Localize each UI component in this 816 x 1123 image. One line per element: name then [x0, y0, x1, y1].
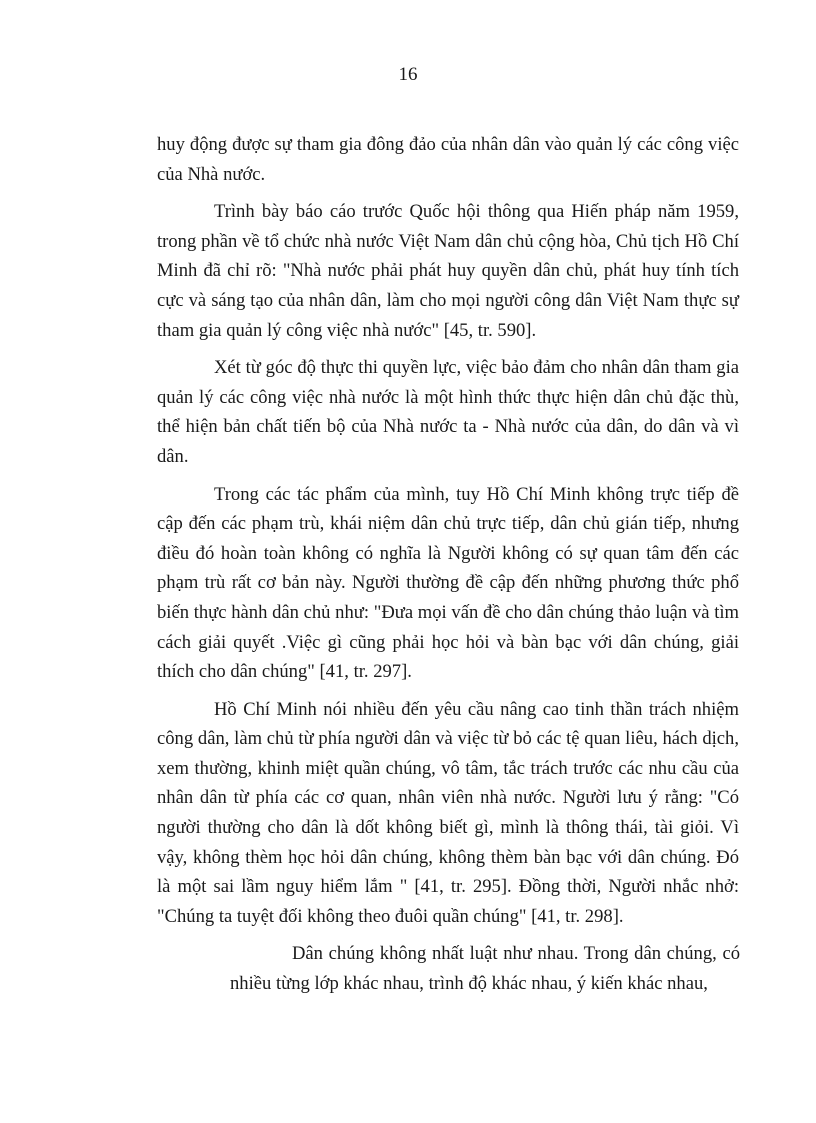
paragraph-4: Trong các tác phẩm của mình, tuy Hồ Chí Minh không trực tiếp đề cập đến các phạm trù, khái niệm dân chủ trực tiếp, dân chủ gián tiếp, nhưng điều đó hoàn toàn không có nghĩa là Người không có sự quan tâm đến các phạm trù rất cơ bản này. Người thường đề cập đến những phương thức phổ biến thực hành dân chủ như: "Đưa mọi vấn đề cho dân chúng thảo luận và tìm cách giải quyết .Việc gì cũng phải học hỏi và bàn bạc với dân chúng, giải thích cho dân chúng" [41, tr. 297].: [157, 483, 739, 683]
paragraph-1: huy động được sự tham gia đông đảo của nhân dân vào quản lý các công việc của Nhà nước.: [157, 134, 739, 185]
page-number: 16: [398, 64, 418, 85]
paragraph-3: Xét từ góc độ thực thi quyền lực, việc bảo đảm cho nhân dân tham gia quản lý các công việc nhà nước là một hình thức thực hiện dân chủ đặc thù, thể hiện bản chất tiến bộ của Nhà nước ta - Nhà nước của dân, do dân và vì dân.: [157, 357, 739, 467]
paragraph-5: Hồ Chí Minh nói nhiều đến yêu cầu nâng cao tinh thần trách nhiệm công dân, làm chủ từ phía người dân và việc từ bỏ các tệ quan liêu, hách dịch, xem thường, khinh miệt quần chúng, vô tâm, tắc trách trước các nhu cầu của nhân dân từ phía các cơ quan, nhân viên nhà nước. Người lưu ý rằng: "Có người thường cho dân là dốt không biết gì, mình là thông thái, tài giỏi. Vì vậy, không thèm học hỏi dân chúng, không thèm bàn bạc với dân chúng. Đó là một sai lầm nguy hiểm lắm " [41, tr. 295]. Đồng thời, Người nhắc nhở: "Chúng ta tuyệt đối không theo đuôi quần chúng" [41, tr. 298].: [157, 698, 739, 927]
block-quote: [230, 939, 740, 998]
document-body: [157, 130, 739, 999]
block-quote-text: Dân chúng không nhất luật như nhau. Trong dân chúng, có nhiều từng lớp khác nhau, trình độ khác nhau, ý kiến khác nhau,: [230, 943, 740, 995]
paragraph-2: Trình bày báo cáo trước Quốc hội thông qua Hiến pháp năm 1959, trong phần về tổ chức nhà nước Việt Nam dân chủ cộng hòa, Chủ tịch Hồ Chí Minh đã chỉ rõ: "Nhà nước phải phát huy quyền dân chủ, phát huy tính tích cực và sáng tạo của nhân dân, làm cho mọi người công dân Việt Nam thực sự tham gia quản lý công việc nhà nước" [45, tr. 590].: [157, 201, 739, 341]
